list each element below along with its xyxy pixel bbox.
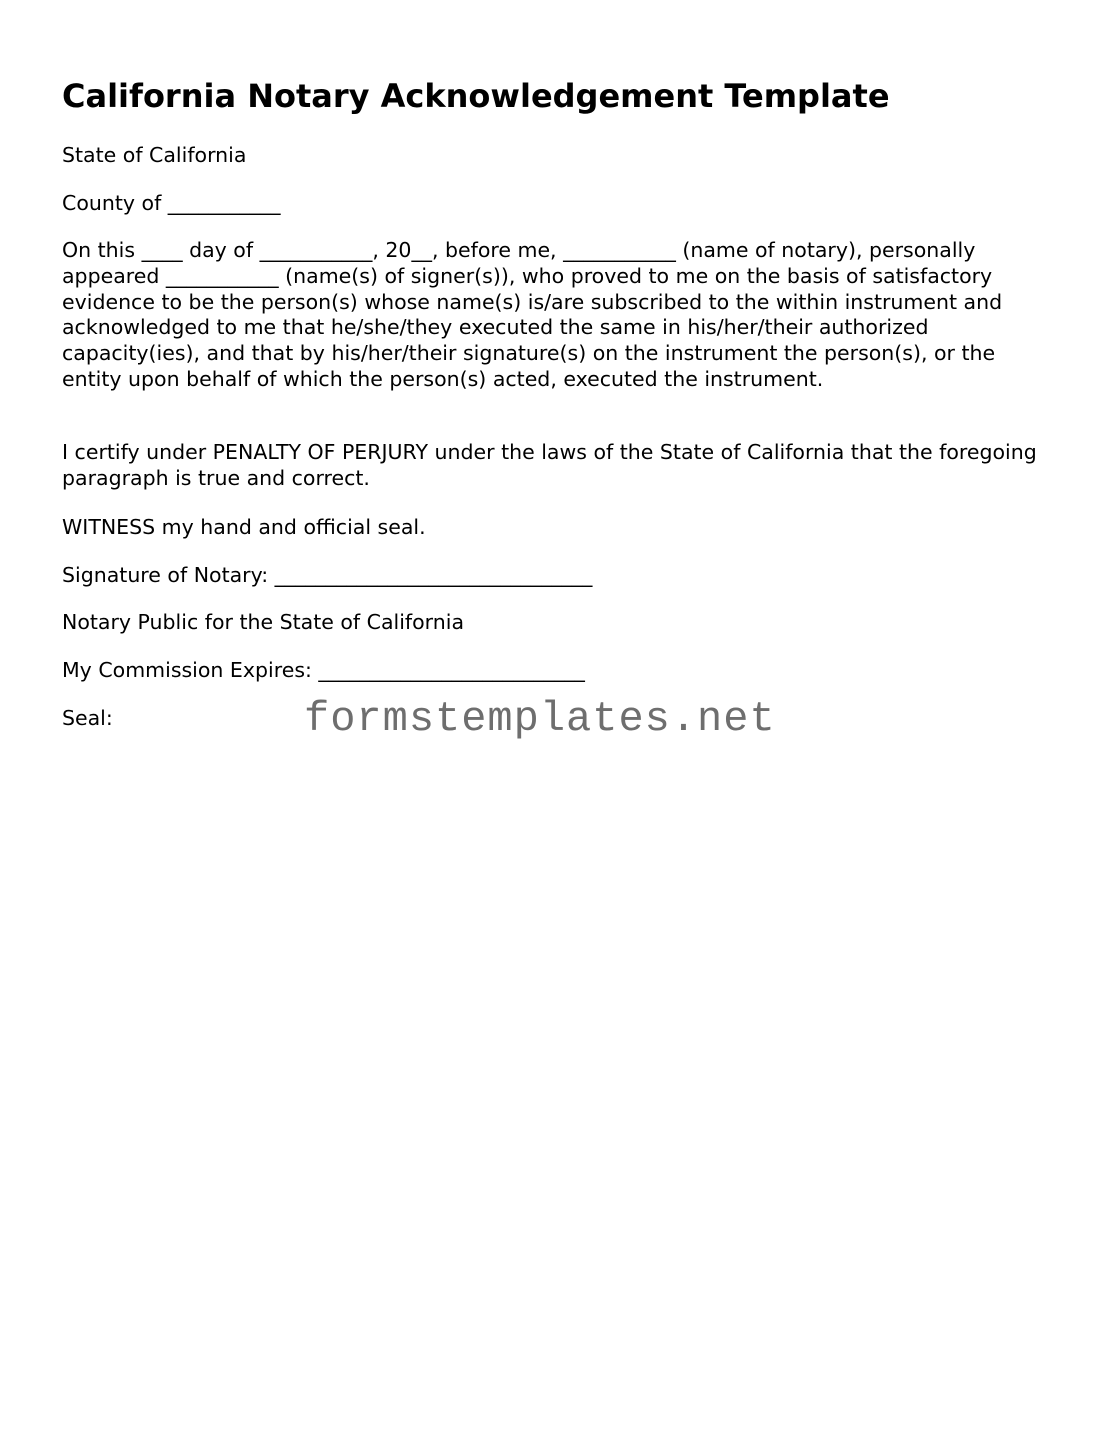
- acknowledgment-paragraph: On this ____ day of ___________, 20__, before me, ___________ (name of notary), personally appeared ___________ (name(s) of signer(s)), who proved to me on the basis of satisfactory evidence to be the person(s) whose name(s) is/are subscribed to the within instrument and acknowledged to me that he/she/they executed the same in his/her/their authorized capacity(ies), and that by his/her/their signature(s) on the instrument the person(s), or the entity upon behalf of which the person(s) acted, executed the instrument.: [62, 238, 1003, 391]
- signature-line: Signature of Notary: _______________________________: [62, 563, 593, 587]
- county-line: County of ___________: [62, 191, 281, 215]
- state-line: State of California: [62, 143, 247, 167]
- document-title: California Notary Acknowledgement Template: [62, 77, 890, 115]
- commission-expires-line: My Commission Expires: __________________________: [62, 658, 585, 682]
- certification-paragraph: I certify under PENALTY OF PERJURY under the laws of the State of California that the foregoing paragraph is true and correct.: [62, 440, 1037, 490]
- watermark: formstemplates.net: [304, 695, 776, 743]
- notary-public-line: Notary Public for the State of California: [62, 610, 465, 634]
- witness-line: WITNESS my hand and official seal.: [62, 515, 426, 539]
- seal-label: Seal:: [62, 706, 113, 730]
